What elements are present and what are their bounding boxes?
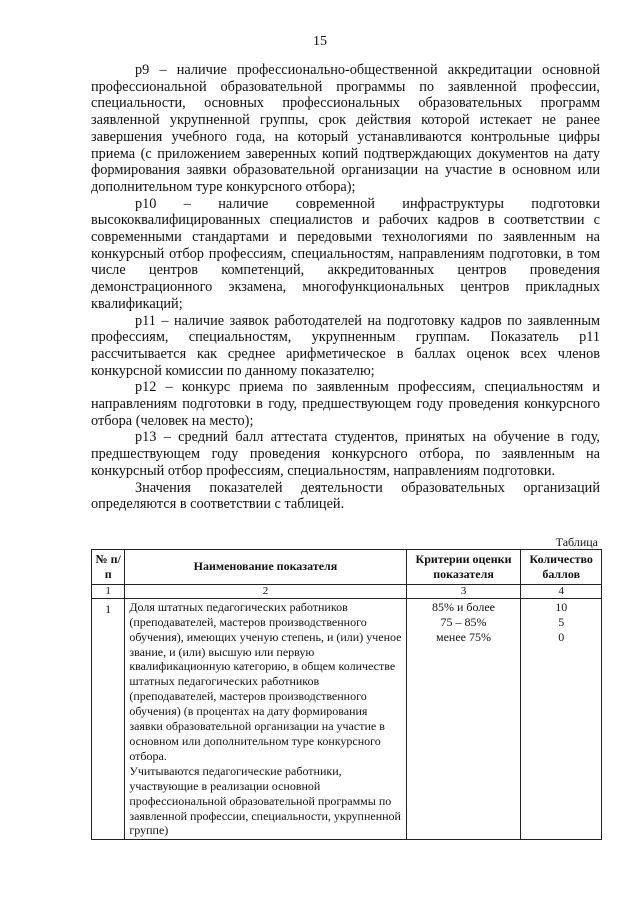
header-score: Количество баллов (521, 550, 602, 585)
row-name-note: Учитываются педагогические работники, участвующие в реализации основной профессиональной образовательной программы по заявленной профессии, специальности, укрупненной группе) (129, 763, 401, 838)
paragraph-table-intro: Значения показателей деятельности образовательных организаций определяются в соответствии с таблицей. (91, 479, 600, 513)
table-caption: Таблица (555, 535, 598, 549)
column-number: 2 (125, 584, 406, 598)
paragraph-p12: р12 – конкурс приема по заявленным профессиям, специальностям и направлениям подготовки в году, предшествующем году проведения конкурсного отбора (человек на место); (91, 379, 600, 429)
page-number: 15 (313, 34, 327, 49)
row-scores (521, 598, 602, 840)
header-criteria: Критерии оценки показателя (406, 550, 521, 585)
column-number-row (92, 584, 602, 598)
table-row (92, 598, 602, 840)
row-name-text: Доля штатных педагогических работников (преподавателей, мастеров производственного обучения), имеющих ученую степень, и (или) ученое звание, и (или) высшую или первую квалификационную категорию, в общем количестве штатных педагогических работников (преподавателей, мастеров производственного обучения) (в процентах на дату формирования заявки образовательной организации на участие в основном или дополнительном туре конкурсного отбора. (129, 599, 402, 763)
criteria-value: 75 – 85% (440, 614, 487, 629)
score-value: 0 (558, 629, 565, 644)
indicators-table (91, 549, 602, 840)
table-header-row (92, 550, 602, 585)
row-criteria (406, 598, 521, 840)
paragraph-p11: р11 – наличие заявок работодателей на подготовку кадров по заявленным профессиям, специальностям, укрупненным группам. Показатель р11 рассчитывается как среднее арифметическое в баллах оценок всех членов конкурсной комиссии по данному показателю; (91, 312, 600, 379)
paragraph-p10: р10 – наличие современной инфраструктуры подготовки высококвалифицированных специалистов и рабочих кадров в соответствии с современными стандартами и передовыми технологиями по заявленным на конкурсный отбор профессиям, специальностям, направлениям подготовки, в том числе центров компетенций, аккредитованных центров проведения демонстрационного экзамена, многофункциональных центров прикладных квалификаций; (91, 195, 600, 312)
header-num: № п/п (92, 550, 125, 585)
column-number: 4 (521, 584, 602, 598)
paragraph-p13: р13 – средний балл аттестата студентов, принятых на обучение в году, предшествующем году проведения конкурсного отбора, по заявленным на конкурсный отбор профессиям, специальностям, направлениям подготовки. (91, 429, 600, 479)
row-name (125, 598, 406, 840)
header-name: Наименование показателя (125, 550, 406, 585)
score-value: 5 (558, 614, 565, 629)
paragraph-p9: р9 – наличие профессионально-общественной аккредитации основной профессиональной образовательной программы по заявленной профессии, специальности, основных профессиональных образовательных программ заявленной укрупненной группы, срок действия которой истекает не ранее завершения учебного года, на который устанавливаются контрольные цифры приема (с приложением заверенных копий подтверждающих документов на дату формирования заявки образовательной организации на участие в основном или дополнительном туре конкурсного отбора); (91, 62, 600, 195)
column-number: 1 (92, 584, 125, 598)
body-text (91, 62, 600, 513)
criteria-value: менее 75% (436, 629, 491, 644)
criteria-value: 85% и более (432, 599, 496, 614)
column-number: 3 (406, 584, 521, 598)
score-value: 10 (555, 599, 568, 614)
row-num: 1 (92, 598, 125, 840)
